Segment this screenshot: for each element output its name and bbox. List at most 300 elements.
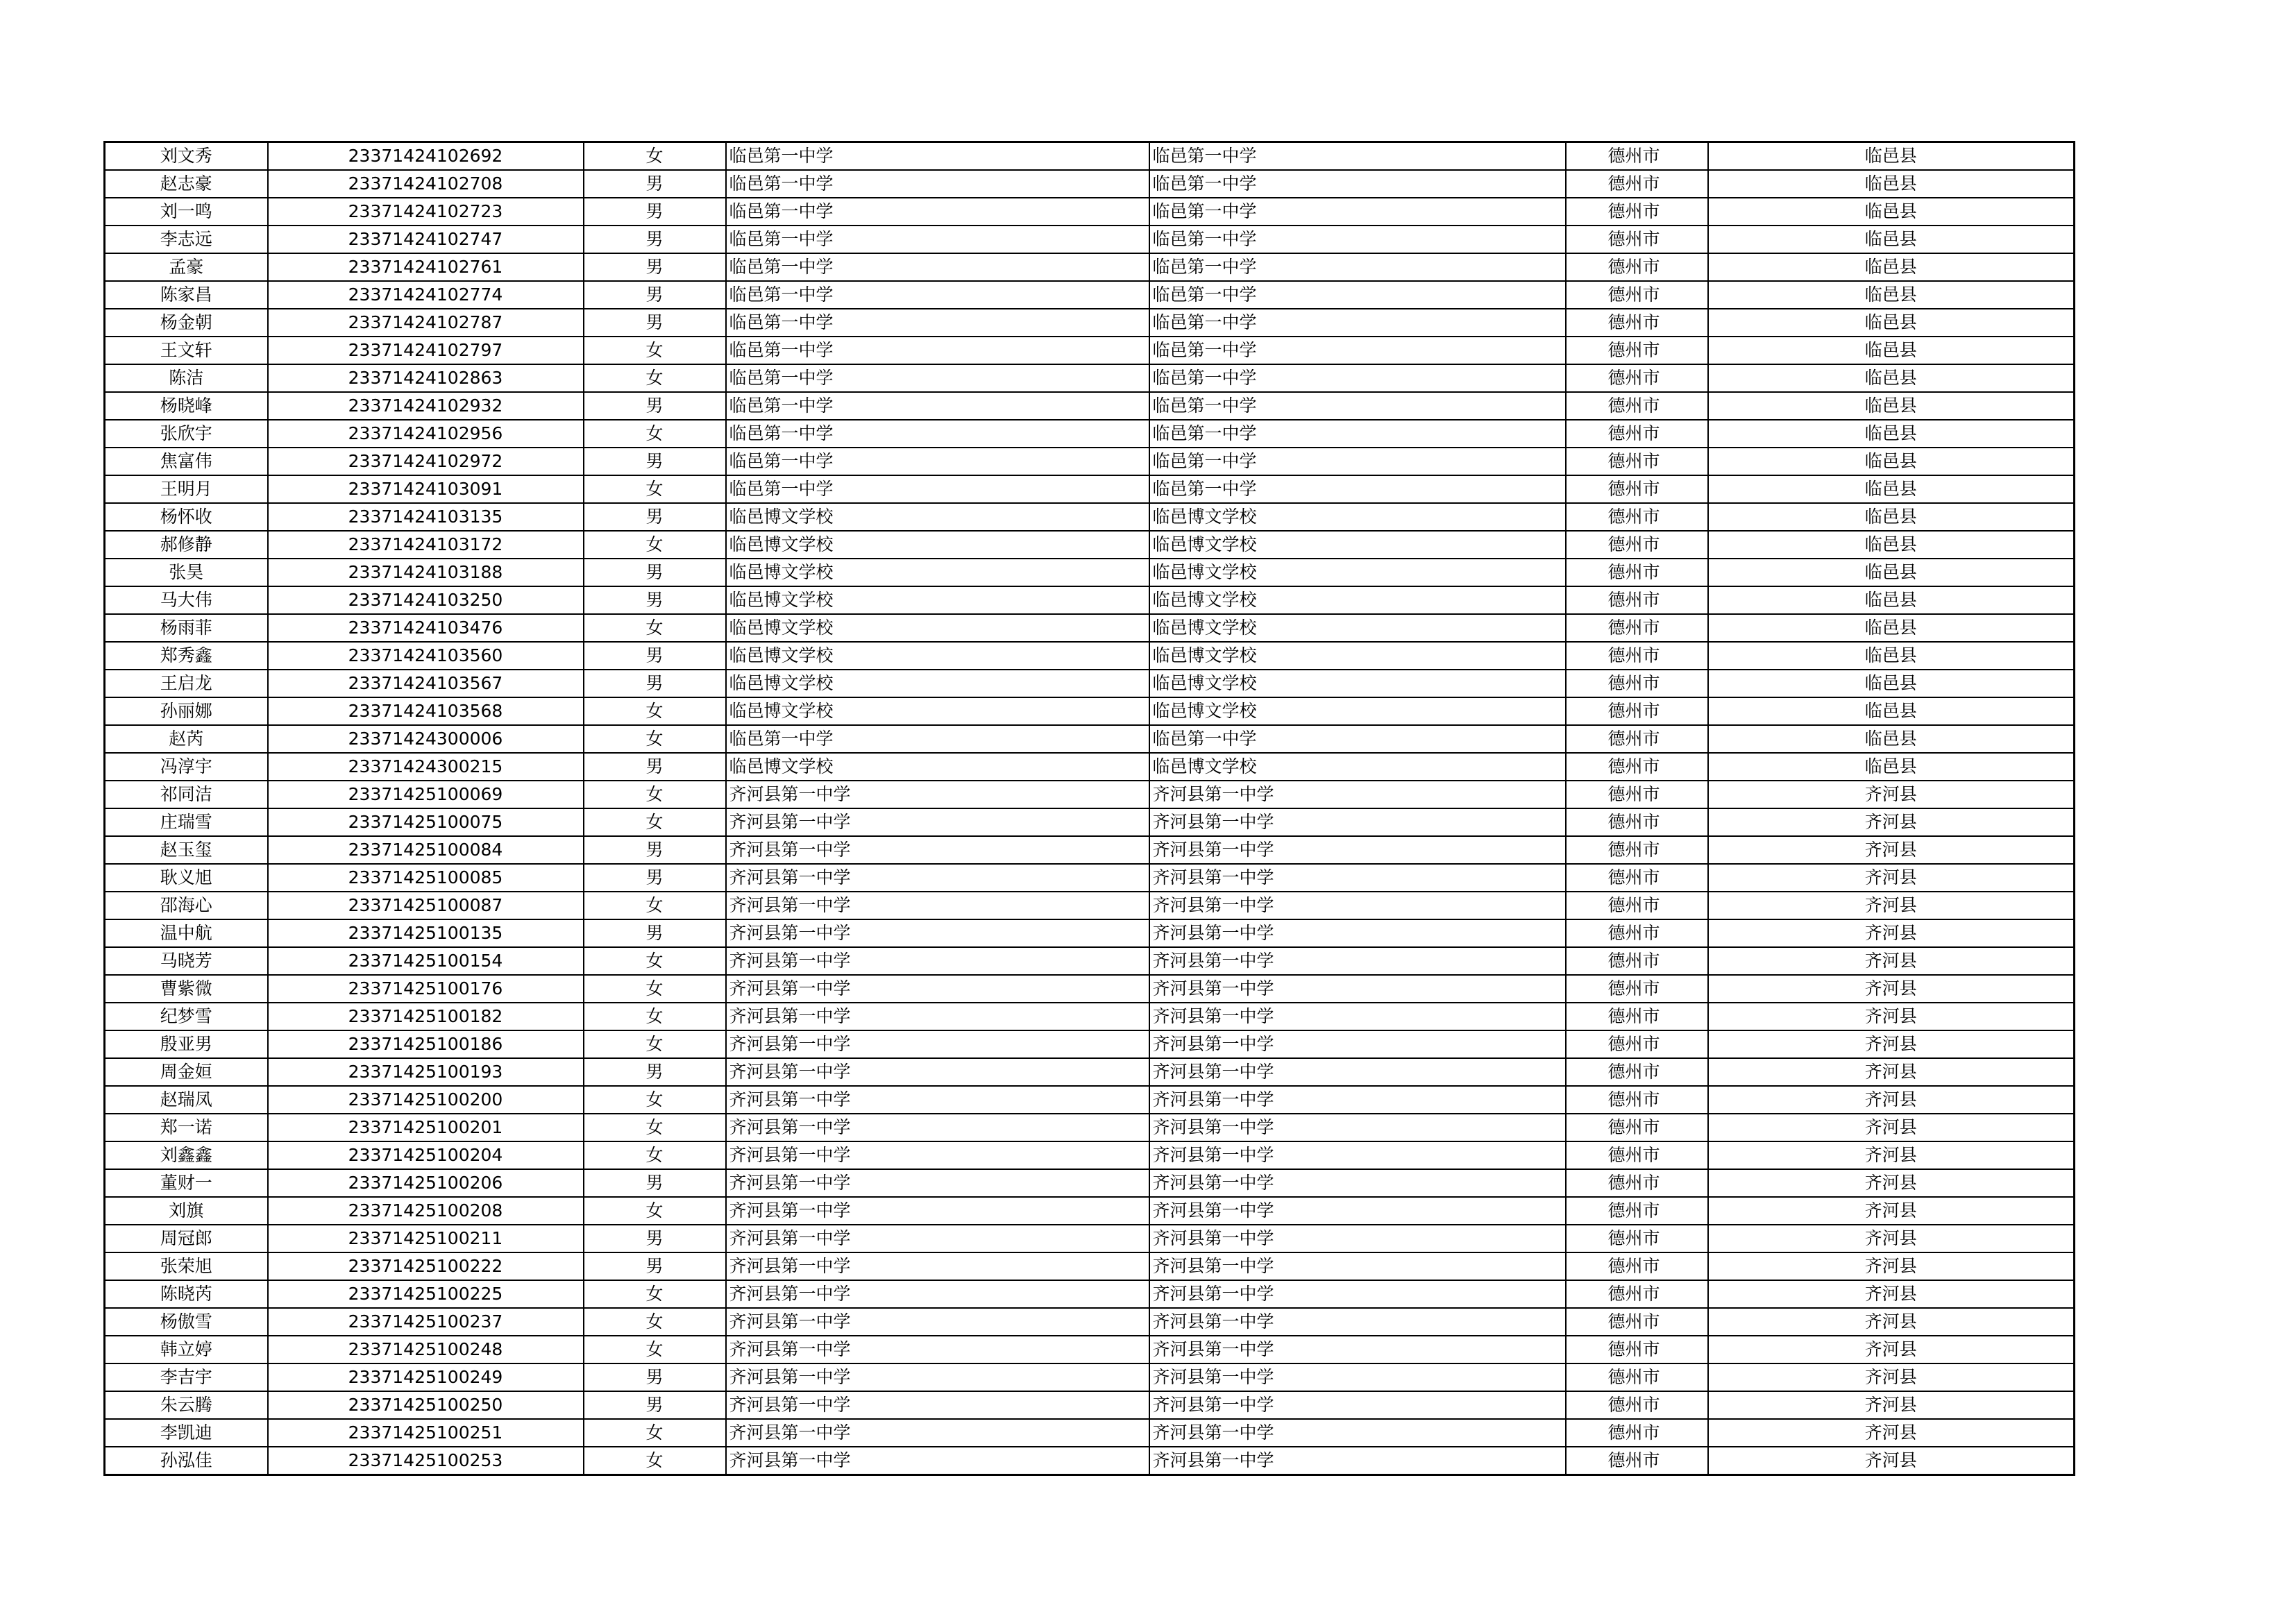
school-cell: 临邑博文学校 [726,531,1149,559]
county-cell: 齐河县 [1708,1419,2075,1447]
gender-cell: 女 [584,1141,726,1169]
table-row [105,392,2075,420]
student-name-cell: 杨晓峰 [105,392,268,420]
exam-number-cell: 23371425100201 [268,1114,584,1141]
exam-site-cell: 齐河县第一中学 [1149,1447,1566,1475]
table-row [105,531,2075,559]
table-row [105,1225,2075,1252]
table-row [105,420,2075,448]
exam-number-cell: 23371424103091 [268,475,584,503]
student-name-cell: 曹紫微 [105,975,268,1003]
school-cell: 齐河县第一中学 [726,1030,1149,1058]
exam-number-cell: 23371425100182 [268,1003,584,1030]
exam-site-cell: 临邑第一中学 [1149,281,1566,309]
student-name-cell: 董财一 [105,1169,268,1197]
gender-cell: 男 [584,919,726,947]
table-row [105,836,2075,864]
gender-cell: 男 [584,503,726,531]
county-cell: 临邑县 [1708,420,2075,448]
gender-cell: 男 [584,1169,726,1197]
city-cell: 德州市 [1566,947,1708,975]
student-name-cell: 李志远 [105,226,268,253]
exam-number-cell: 23371424102787 [268,309,584,337]
exam-site-cell: 齐河县第一中学 [1149,1003,1566,1030]
exam-number-cell: 23371425100225 [268,1280,584,1308]
exam-number-cell: 23371425100154 [268,947,584,975]
student-name-cell: 邵海心 [105,892,268,919]
city-cell: 德州市 [1566,1336,1708,1363]
gender-cell: 女 [584,142,726,171]
table-row [105,642,2075,670]
student-list-table [103,141,2075,1476]
school-cell: 临邑第一中学 [726,448,1149,475]
gender-cell: 女 [584,614,726,642]
table-row [105,448,2075,475]
city-cell: 德州市 [1566,586,1708,614]
table-row [105,337,2075,364]
exam-number-cell: 23371424103172 [268,531,584,559]
city-cell: 德州市 [1566,198,1708,226]
exam-site-cell: 齐河县第一中学 [1149,1197,1566,1225]
gender-cell: 男 [584,170,726,198]
student-name-cell: 杨怀收 [105,503,268,531]
student-name-cell: 王明月 [105,475,268,503]
exam-site-cell: 齐河县第一中学 [1149,1030,1566,1058]
exam-site-cell: 临邑博文学校 [1149,586,1566,614]
gender-cell: 男 [584,1391,726,1419]
school-cell: 临邑博文学校 [726,503,1149,531]
exam-site-cell: 齐河县第一中学 [1149,836,1566,864]
exam-site-cell: 齐河县第一中学 [1149,1363,1566,1391]
county-cell: 临邑县 [1708,475,2075,503]
school-cell: 齐河县第一中学 [726,1419,1149,1447]
exam-number-cell: 23371424102708 [268,170,584,198]
table-row [105,1447,2075,1475]
county-cell: 齐河县 [1708,1447,2075,1475]
student-name-cell: 李吉宇 [105,1363,268,1391]
county-cell: 临邑县 [1708,226,2075,253]
student-name-cell: 周冠郎 [105,1225,268,1252]
county-cell: 齐河县 [1708,975,2075,1003]
exam-site-cell: 齐河县第一中学 [1149,1141,1566,1169]
city-cell: 德州市 [1566,670,1708,697]
student-name-cell: 张荣旭 [105,1252,268,1280]
city-cell: 德州市 [1566,1003,1708,1030]
table-row [105,670,2075,697]
county-cell: 临邑县 [1708,253,2075,281]
city-cell: 德州市 [1566,1169,1708,1197]
exam-number-cell: 23371425100085 [268,864,584,892]
city-cell: 德州市 [1566,364,1708,392]
city-cell: 德州市 [1566,836,1708,864]
city-cell: 德州市 [1566,808,1708,836]
gender-cell: 女 [584,947,726,975]
table-row [105,586,2075,614]
gender-cell: 女 [584,475,726,503]
student-name-cell: 孙丽娜 [105,697,268,725]
school-cell: 临邑第一中学 [726,253,1149,281]
gender-cell: 女 [584,531,726,559]
exam-number-cell: 23371425100135 [268,919,584,947]
exam-site-cell: 临邑第一中学 [1149,448,1566,475]
table-row [105,1363,2075,1391]
school-cell: 临邑博文学校 [726,697,1149,725]
city-cell: 德州市 [1566,281,1708,309]
gender-cell: 女 [584,808,726,836]
school-cell: 齐河县第一中学 [726,1197,1149,1225]
exam-number-cell: 23371425100250 [268,1391,584,1419]
student-name-cell: 杨雨菲 [105,614,268,642]
city-cell: 德州市 [1566,226,1708,253]
student-name-cell: 刘文秀 [105,142,268,171]
county-cell: 齐河县 [1708,1391,2075,1419]
county-cell: 齐河县 [1708,947,2075,975]
exam-number-cell: 23371424102747 [268,226,584,253]
exam-number-cell: 23371424102956 [268,420,584,448]
table-row [105,1197,2075,1225]
city-cell: 德州市 [1566,1363,1708,1391]
exam-site-cell: 齐河县第一中学 [1149,808,1566,836]
student-name-cell: 郑一诺 [105,1114,268,1141]
school-cell: 齐河县第一中学 [726,1252,1149,1280]
city-cell: 德州市 [1566,448,1708,475]
school-cell: 齐河县第一中学 [726,836,1149,864]
gender-cell: 男 [584,864,726,892]
exam-number-cell: 23371425100069 [268,781,584,808]
exam-site-cell: 齐河县第一中学 [1149,1252,1566,1280]
county-cell: 齐河县 [1708,1336,2075,1363]
table-row [105,281,2075,309]
exam-site-cell: 临邑博文学校 [1149,503,1566,531]
exam-site-cell: 临邑第一中学 [1149,309,1566,337]
city-cell: 德州市 [1566,697,1708,725]
student-name-cell: 王文轩 [105,337,268,364]
gender-cell: 女 [584,1419,726,1447]
county-cell: 齐河县 [1708,1308,2075,1336]
student-name-cell: 朱云腾 [105,1391,268,1419]
county-cell: 临邑县 [1708,642,2075,670]
city-cell: 德州市 [1566,337,1708,364]
student-name-cell: 陈家昌 [105,281,268,309]
exam-site-cell: 临邑第一中学 [1149,392,1566,420]
student-name-cell: 马大伟 [105,586,268,614]
city-cell: 德州市 [1566,1308,1708,1336]
gender-cell: 男 [584,753,726,781]
exam-number-cell: 23371425100084 [268,836,584,864]
exam-site-cell: 齐河县第一中学 [1149,1336,1566,1363]
table-row [105,1003,2075,1030]
exam-number-cell: 23371425100204 [268,1141,584,1169]
school-cell: 齐河县第一中学 [726,781,1149,808]
county-cell: 临邑县 [1708,725,2075,753]
city-cell: 德州市 [1566,1419,1708,1447]
city-cell: 德州市 [1566,642,1708,670]
table-row [105,1419,2075,1447]
exam-number-cell: 23371425100176 [268,975,584,1003]
table-row [105,1280,2075,1308]
exam-number-cell: 23371424102797 [268,337,584,364]
city-cell: 德州市 [1566,1114,1708,1141]
exam-number-cell: 23371425100237 [268,1308,584,1336]
student-name-cell: 耿义旭 [105,864,268,892]
school-cell: 临邑第一中学 [726,725,1149,753]
table-row [105,309,2075,337]
county-cell: 临邑县 [1708,670,2075,697]
city-cell: 德州市 [1566,559,1708,586]
gender-cell: 男 [584,559,726,586]
table-row [105,226,2075,253]
table-row [105,1336,2075,1363]
table-row [105,1252,2075,1280]
exam-number-cell: 23371425100206 [268,1169,584,1197]
student-name-cell: 祁同洁 [105,781,268,808]
student-name-cell: 杨傲雪 [105,1308,268,1336]
table-row [105,781,2075,808]
county-cell: 齐河县 [1708,919,2075,947]
exam-number-cell: 23371425100208 [268,1197,584,1225]
table-row [105,808,2075,836]
school-cell: 临邑博文学校 [726,559,1149,586]
school-cell: 齐河县第一中学 [726,1169,1149,1197]
gender-cell: 男 [584,670,726,697]
gender-cell: 男 [584,1252,726,1280]
county-cell: 齐河县 [1708,1114,2075,1141]
exam-site-cell: 齐河县第一中学 [1149,1114,1566,1141]
exam-number-cell: 23371425100186 [268,1030,584,1058]
school-cell: 临邑第一中学 [726,420,1149,448]
county-cell: 临邑县 [1708,753,2075,781]
student-name-cell: 孙泓佳 [105,1447,268,1475]
county-cell: 临邑县 [1708,170,2075,198]
table-row [105,1308,2075,1336]
exam-site-cell: 临邑第一中学 [1149,170,1566,198]
county-cell: 齐河县 [1708,1058,2075,1086]
county-cell: 齐河县 [1708,864,2075,892]
exam-site-cell: 齐河县第一中学 [1149,919,1566,947]
exam-site-cell: 临邑第一中学 [1149,226,1566,253]
city-cell: 德州市 [1566,614,1708,642]
exam-site-cell: 齐河县第一中学 [1149,1225,1566,1252]
city-cell: 德州市 [1566,420,1708,448]
student-name-cell: 焦富伟 [105,448,268,475]
student-name-cell: 王启龙 [105,670,268,697]
exam-number-cell: 23371424102774 [268,281,584,309]
exam-site-cell: 临邑博文学校 [1149,753,1566,781]
exam-number-cell: 23371425100253 [268,1447,584,1475]
city-cell: 德州市 [1566,864,1708,892]
county-cell: 临邑县 [1708,142,2075,171]
school-cell: 齐河县第一中学 [726,1086,1149,1114]
exam-number-cell: 23371425100200 [268,1086,584,1114]
exam-site-cell: 临邑博文学校 [1149,531,1566,559]
table-row [105,614,2075,642]
city-cell: 德州市 [1566,1280,1708,1308]
table-row [105,170,2075,198]
student-name-cell: 温中航 [105,919,268,947]
exam-number-cell: 23371425100075 [268,808,584,836]
table-row [105,864,2075,892]
table-row [105,475,2075,503]
exam-site-cell: 临邑第一中学 [1149,253,1566,281]
student-name-cell: 刘一鸣 [105,198,268,226]
county-cell: 齐河县 [1708,1003,2075,1030]
school-cell: 齐河县第一中学 [726,1114,1149,1141]
table-row [105,364,2075,392]
gender-cell: 女 [584,697,726,725]
gender-cell: 女 [584,1447,726,1475]
gender-cell: 女 [584,892,726,919]
student-name-cell: 张欣宇 [105,420,268,448]
school-cell: 临邑第一中学 [726,364,1149,392]
table-row [105,697,2075,725]
exam-number-cell: 23371424103567 [268,670,584,697]
student-name-cell: 冯淳宇 [105,753,268,781]
county-cell: 临邑县 [1708,364,2075,392]
student-name-cell: 刘旗 [105,1197,268,1225]
school-cell: 临邑第一中学 [726,170,1149,198]
exam-site-cell: 齐河县第一中学 [1149,864,1566,892]
city-cell: 德州市 [1566,892,1708,919]
exam-number-cell: 23371424103568 [268,697,584,725]
school-cell: 齐河县第一中学 [726,1447,1149,1475]
gender-cell: 男 [584,198,726,226]
county-cell: 齐河县 [1708,836,2075,864]
county-cell: 齐河县 [1708,1030,2075,1058]
gender-cell: 女 [584,781,726,808]
city-cell: 德州市 [1566,1391,1708,1419]
student-name-cell: 纪梦雪 [105,1003,268,1030]
school-cell: 齐河县第一中学 [726,1308,1149,1336]
school-cell: 临邑博文学校 [726,586,1149,614]
table-row [105,1086,2075,1114]
exam-number-cell: 23371424102863 [268,364,584,392]
school-cell: 临邑第一中学 [726,198,1149,226]
school-cell: 临邑第一中学 [726,309,1149,337]
school-cell: 齐河县第一中学 [726,1336,1149,1363]
county-cell: 齐河县 [1708,1141,2075,1169]
exam-number-cell: 23371425100087 [268,892,584,919]
county-cell: 齐河县 [1708,1225,2075,1252]
table-row [105,253,2075,281]
exam-number-cell: 23371425100248 [268,1336,584,1363]
exam-number-cell: 23371424102723 [268,198,584,226]
school-cell: 齐河县第一中学 [726,892,1149,919]
exam-site-cell: 齐河县第一中学 [1149,1086,1566,1114]
gender-cell: 男 [584,281,726,309]
gender-cell: 男 [584,226,726,253]
student-name-cell: 张昊 [105,559,268,586]
city-cell: 德州市 [1566,1197,1708,1225]
city-cell: 德州市 [1566,1030,1708,1058]
city-cell: 德州市 [1566,1225,1708,1252]
exam-number-cell: 23371424102761 [268,253,584,281]
gender-cell: 男 [584,1225,726,1252]
city-cell: 德州市 [1566,503,1708,531]
city-cell: 德州市 [1566,781,1708,808]
gender-cell: 女 [584,1114,726,1141]
table-row [105,753,2075,781]
exam-site-cell: 临邑博文学校 [1149,697,1566,725]
school-cell: 临邑博文学校 [726,670,1149,697]
city-cell: 德州市 [1566,1058,1708,1086]
table-row [105,1030,2075,1058]
exam-site-cell: 临邑第一中学 [1149,475,1566,503]
exam-site-cell: 齐河县第一中学 [1149,1169,1566,1197]
gender-cell: 女 [584,1086,726,1114]
table-body [105,142,2075,1475]
exam-number-cell: 23371424103135 [268,503,584,531]
gender-cell: 男 [584,392,726,420]
county-cell: 临邑县 [1708,392,2075,420]
city-cell: 德州市 [1566,1141,1708,1169]
student-name-cell: 陈晓芮 [105,1280,268,1308]
gender-cell: 女 [584,975,726,1003]
county-cell: 齐河县 [1708,1363,2075,1391]
gender-cell: 男 [584,1363,726,1391]
gender-cell: 男 [584,586,726,614]
county-cell: 临邑县 [1708,614,2075,642]
table-row [105,947,2075,975]
school-cell: 齐河县第一中学 [726,975,1149,1003]
gender-cell: 女 [584,1280,726,1308]
student-name-cell: 刘鑫鑫 [105,1141,268,1169]
table-row [105,503,2075,531]
county-cell: 临邑县 [1708,586,2075,614]
table-row [105,919,2075,947]
school-cell: 临邑第一中学 [726,392,1149,420]
exam-number-cell: 23371425100193 [268,1058,584,1086]
exam-number-cell: 23371425100251 [268,1419,584,1447]
gender-cell: 女 [584,1336,726,1363]
school-cell: 临邑第一中学 [726,281,1149,309]
exam-number-cell: 23371424103476 [268,614,584,642]
table-row [105,1114,2075,1141]
gender-cell: 女 [584,1003,726,1030]
exam-number-cell: 23371424103188 [268,559,584,586]
county-cell: 临邑县 [1708,337,2075,364]
gender-cell: 男 [584,309,726,337]
county-cell: 临邑县 [1708,503,2075,531]
table-row [105,559,2075,586]
county-cell: 临邑县 [1708,559,2075,586]
school-cell: 临邑第一中学 [726,226,1149,253]
exam-number-cell: 23371425100222 [268,1252,584,1280]
school-cell: 齐河县第一中学 [726,1225,1149,1252]
table-row [105,725,2075,753]
school-cell: 齐河县第一中学 [726,1363,1149,1391]
exam-number-cell: 23371424103560 [268,642,584,670]
school-cell: 齐河县第一中学 [726,919,1149,947]
student-name-cell: 李凯迪 [105,1419,268,1447]
gender-cell: 女 [584,1308,726,1336]
school-cell: 齐河县第一中学 [726,1058,1149,1086]
county-cell: 临邑县 [1708,309,2075,337]
exam-site-cell: 临邑第一中学 [1149,420,1566,448]
school-cell: 临邑博文学校 [726,642,1149,670]
student-name-cell: 郑秀鑫 [105,642,268,670]
student-name-cell: 赵芮 [105,725,268,753]
county-cell: 齐河县 [1708,1086,2075,1114]
exam-number-cell: 23371424102932 [268,392,584,420]
student-name-cell: 赵瑞凤 [105,1086,268,1114]
gender-cell: 男 [584,1058,726,1086]
student-name-cell: 陈洁 [105,364,268,392]
county-cell: 齐河县 [1708,1169,2075,1197]
school-cell: 临邑第一中学 [726,337,1149,364]
table-row [105,1058,2075,1086]
school-cell: 齐河县第一中学 [726,1141,1149,1169]
city-cell: 德州市 [1566,1086,1708,1114]
